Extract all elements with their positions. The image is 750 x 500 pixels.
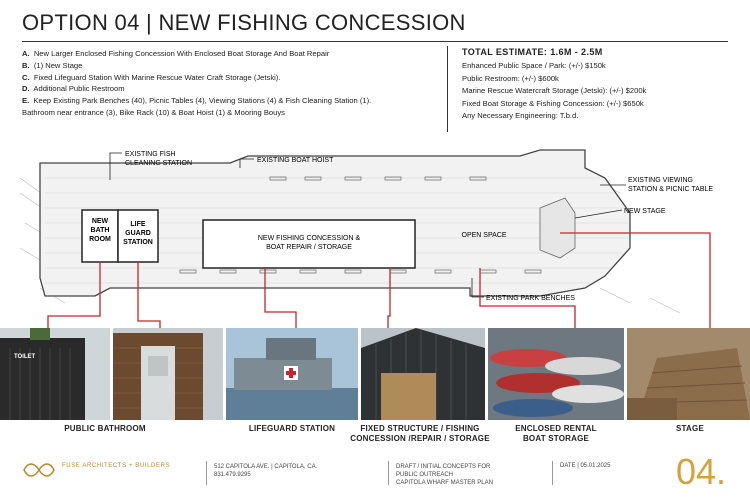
caption-stage: STAGE	[676, 424, 704, 433]
firm-address: 512 CAPITOLA AVE. | CAPITOLA, CA. 831.479.9295	[214, 464, 318, 478]
wharf-site-plan	[0, 138, 750, 328]
concession-label: NEW FISHING CONCESSION &	[257, 235, 361, 242]
site-plan-drawing	[0, 138, 750, 328]
photo-boat-storage	[488, 328, 624, 420]
bathroom-photo	[0, 328, 110, 420]
page-number: 04.	[676, 451, 727, 492]
fish-cleaning-label: EXISTING FISH	[125, 151, 176, 158]
firm-logo-icon	[22, 461, 56, 479]
bathroom-door-photo	[113, 328, 223, 420]
page-title: OPTION 04 | NEW FISHING CONCESSION	[22, 10, 466, 35]
photo-concession	[361, 328, 485, 420]
new-stage-shape	[540, 198, 575, 258]
caption-lifeguard-station: LIFEGUARD STATION	[248, 424, 336, 433]
lifeguard-label: STATION	[123, 239, 153, 246]
boat-hoist-label: EXISTING BOAT HOIST	[257, 157, 334, 164]
lifeguard-photo	[226, 328, 358, 420]
estimate-line: Fixed Boat Storage & Fishing Concession: (+/-) $650k	[462, 98, 644, 108]
estimate-line: Enhanced Public Space / Park: (+/-) $150k	[462, 61, 606, 71]
firm-name: FUSE ARCHITECTS + BUILDERS	[62, 463, 171, 469]
open-space-label: OPEN SPACE	[461, 232, 507, 239]
concession-label: BOAT REPAIR / STORAGE	[266, 244, 352, 251]
photo-stage	[627, 328, 750, 420]
cost-estimate	[462, 46, 732, 122]
estimate-title: TOTAL ESTIMATE: 1.6M - 2.5M	[462, 47, 603, 57]
caption-public-bathroom: PUBLIC BATHROOM	[64, 424, 146, 433]
footer-divider	[206, 461, 207, 485]
bath-label: BATH	[90, 227, 110, 234]
stage-photo	[627, 328, 750, 420]
note-item: E. Keep Existing Park Benches (40), Picnic Tables (4), Viewing Stations (4) & Fish Cleaning Station (1).	[22, 96, 372, 106]
photo-lifeguard-station	[226, 328, 358, 420]
footer-divider	[552, 461, 553, 485]
boat-storage-photo	[488, 328, 624, 420]
draft-note: DRAFT / INITIAL CONCEPTS FOR PUBLIC OUTREACH CAPITOLA WHARF MASTER PLAN	[396, 464, 493, 486]
new-stage-label: NEW STAGE	[624, 208, 666, 215]
viewing-station-label: EXISTING VIEWING	[628, 177, 693, 184]
column-divider	[447, 46, 448, 132]
caption-boat-storage: ENCLOSED RENTAL BOAT STORAGE	[515, 424, 597, 443]
fish-cleaning-label: CLEANING STATION	[125, 160, 193, 167]
viewing-station-label: STATION & PICNIC TABLE	[628, 186, 714, 193]
lifeguard-label: GUARD	[125, 230, 151, 237]
caption-concession: FIXED STRUCTURE / FISHING CONCESSION /REPAIR / STORAGE	[350, 424, 490, 443]
park-benches-label: EXISTING PARK BENCHES	[486, 295, 575, 302]
bath-label: NEW	[91, 218, 109, 225]
note-item: C. Fixed Lifeguard Station With Marine Rescue Water Craft Storage (Jetski).	[22, 72, 281, 82]
estimate-line: Any Necessary Engineering: T.b.d.	[462, 111, 579, 121]
estimate-line: Marine Rescue Watercraft Storage (Jetski): (+/-) $200k	[462, 86, 647, 96]
lifeguard-label: LIFE	[130, 221, 146, 228]
note-item: D. Additional Public Restroom	[22, 84, 125, 94]
title-bar	[22, 10, 728, 42]
scope-notes	[22, 48, 442, 119]
footer	[0, 451, 750, 500]
note-item: Bathroom near entrance (3), Bike Rack (10) & Boat Hoist (1) & Mooring Bouys	[22, 107, 285, 117]
photo-bathroom-door	[113, 328, 223, 420]
estimate-line: Public Restroom: (+/-) $600k	[462, 73, 559, 83]
photo-public-bathroom	[0, 328, 110, 420]
concession-photo	[361, 328, 485, 420]
bath-label: ROOM	[89, 236, 111, 243]
note-item: A. New Larger Enclosed Fishing Concession With Enclosed Boat Storage And Boat Repair	[22, 49, 330, 58]
toilet-sign: TOILET	[14, 354, 36, 360]
date-stamp: DATE | 05.01.2025	[560, 463, 611, 469]
note-item: B. (1) New Stage	[22, 60, 83, 70]
footer-divider	[388, 461, 389, 485]
